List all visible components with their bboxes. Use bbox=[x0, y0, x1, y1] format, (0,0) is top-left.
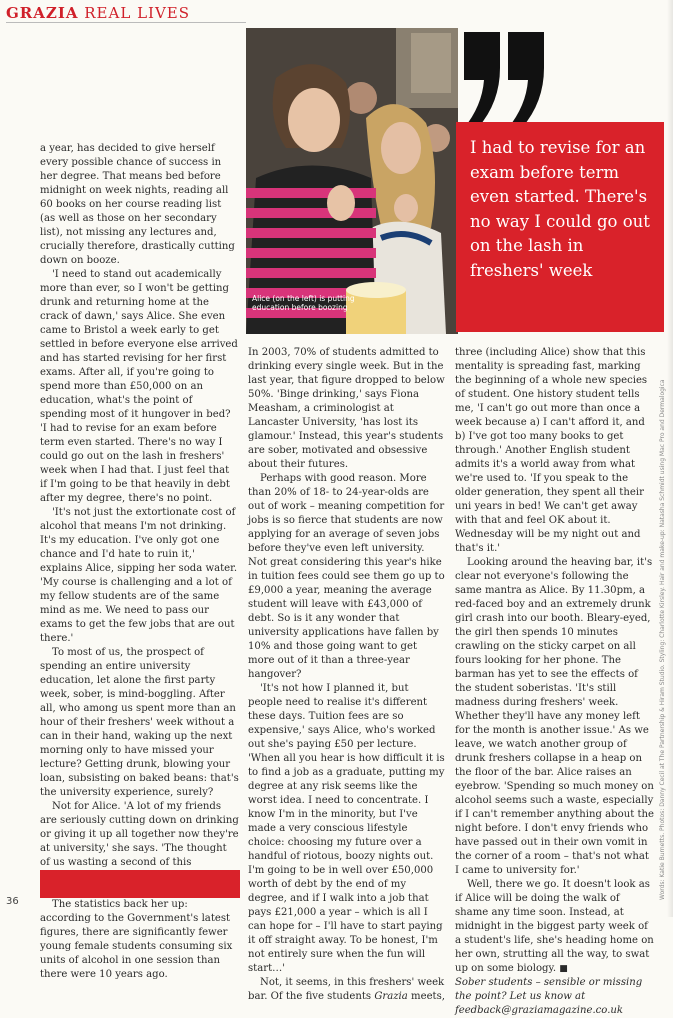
page-number: 36 bbox=[6, 896, 19, 907]
photo-caption: Alice (on the left) is putting education before boozing bbox=[252, 294, 355, 312]
magazine-brand: GRAZIA bbox=[6, 4, 79, 22]
article-column-2 bbox=[248, 346, 445, 1004]
paragraph-text: Not, it seems, in this freshers' week bar. Of the five students bbox=[248, 977, 445, 1002]
paragraph: The statistics back her up: according to the Government's latest figures, there are significantly fewer young female students consuming six units of alcohol in one session than there were 10 years ago. bbox=[40, 899, 233, 980]
article-column-3 bbox=[455, 346, 654, 1018]
paragraph: 'I need to stand out academically more than ever, so I won't be getting drunk and returning home at the crack of dawn,' says Alice. She even came to Bristol a week early to get settled in before everyone else arrived and has started revising for her first exams. After all, if you're going to spend more than £50,000 on an education, what's the point of spending most of it hungover in bed? 'I had to revise for an exam before term even started. There's no way I could go out on the lash in freshers' week when I had that. I just feel that if I'm going to be that heavily in debt after my degree, there's no point. bbox=[40, 269, 238, 504]
paragraph: To most of us, the prospect of spending an entire university education, let alone the first party week, sober, is mind-boggling. After all, who among us spent more than an hour of their freshers' week without a can in their hand, waking up the next morning only to have missed your lecture? Getting drunk, blowing your loan, subsisting on baked beans: that's the university experience, surely? bbox=[40, 647, 239, 798]
paragraph: 'It's not just the extortionate cost of alcohol that means I'm not drinking. It's my education. I've only got one chance and I'd hate to ruin it,' explains Alice, sipping her soda water. 'My course is challenging and a lot of my fellow students are of the same mind as me. We need to pass our exams to get the few jobs that are out there.' bbox=[40, 507, 238, 644]
paragraph: three (including Alice) show that this mentality is spreading fast, marking the beginning of a whole new species of student. One history student tells me, 'I can't go out more than once a week because a) I can't afford it, and b) I've got too many books to get through.' Another English student admits it's a world away from what we're used to. 'If you speak to the older generation, they spent all their uni years in bed! We can't get away with that and feel OK about it. Wednesday will be my night out and that's it.' bbox=[455, 347, 648, 554]
paragraph: Not for Alice. 'A lot of my friends are seriously cutting down on drinking or giving it up all together now they're at university,' she says. 'The thought of us wasting a second of this bbox=[40, 801, 239, 868]
reader-prompt: Sober students – sensible or missing the point? Let us know at feedback@graziamagazine.co.uk bbox=[455, 977, 643, 1016]
article-column-1 bbox=[40, 142, 239, 982]
paragraph-text: Well, there we go. It doesn't look as if Alice will be doing the walk of shame any time soon. Instead, at midnight in the biggest party week of a student's life, she's heading home on her own, strutting all the way, to swat up on some biology. bbox=[455, 879, 654, 974]
paragraph bbox=[455, 878, 654, 976]
photo-credits: Words: Katie Burnetts. Photos: Danny Cecil at The Partnership & Hiram Studio. Styling: Charlotte Kirsley. Hair and make-up: Natasha Schmidt using Mac Pro and Dermalogica bbox=[659, 379, 666, 900]
paragraph: Perhaps with good reason. More than 20% of 18- to 24-year-olds are out of work – meaning competition for jobs is so fierce that students are now applying for an average of seven jobs before they've even left university. Not great considering this year's hike in tuition fees could see them go up to £9,000 a year, meaning the average student will leave with £43,000 of debt. So is it any wonder that university applications have fallen by 10% and those going want to get more out of it than a three-year hangover? bbox=[248, 473, 445, 680]
paragraph: a year, has decided to give herself every possible chance of success in her degree. That means bed before midnight on week nights, reading all 60 books on her course reading list (as well as those on her secondary list), not missing any lectures and, crucially therefore, drastically cutting down on booze. bbox=[40, 143, 235, 266]
masthead bbox=[6, 4, 190, 22]
red-footer-bar bbox=[40, 870, 240, 898]
end-mark-icon: ■ bbox=[559, 964, 568, 974]
pull-quote-text: I had to revise for an exam before term even started. There's no way I could go out on the lash in freshers' week bbox=[470, 138, 650, 280]
paragraph: In 2003, 70% of students admitted to drinking every single week. But in the last year, that figure dropped to below 50%. 'Binge drinking,' says Fiona Measham, a criminologist at Lancaster University, 'has lost its glamour.' Instead, this year's students are sober, motivated and obsessive about their futures. bbox=[248, 347, 445, 470]
paragraph: Looking around the heaving bar, it's clear not everyone's following the same mantra as Alice. By 11.30pm, a red-faced boy and an extremely drunk girl crash into our booth. Bleary-eyed, the girl then spends 10 minutes crawling on the sticky carpet on all fours looking for her phone. The barman has yet to see the effects of the student soberistas. 'It's still madness during freshers' week. Whether they'll have any money left for the month is another issue.' As we leave, we watch another group of drunk freshers collapse in a heap on the floor of the bar. Alice raises an eyebrow. 'Spending so much money on alcohol seems such a waste, especially if I can't remember anything about the night before. I don't envy friends who have passed out in their own vomit in the corner of a room – that's not what I came to university for.' bbox=[455, 557, 654, 876]
paragraph bbox=[248, 976, 445, 1004]
photo-illustration bbox=[246, 28, 458, 334]
header-rule bbox=[6, 22, 246, 23]
article-photo bbox=[246, 28, 458, 334]
scan-edge-shadow bbox=[667, 0, 673, 917]
paragraph-text-end: meets, bbox=[407, 991, 445, 1002]
magazine-name-italic: Grazia bbox=[374, 991, 408, 1002]
paragraph: 'It's not how I planned it, but people need to realise it's different these days. Tuition fees are so expensive,' says Alice, who's worked out she's paying £50 per lecture. 'When all you hear is how difficult it is to find a job as a graduate, putting my degree at any risk seems like the worst idea. I need to concentrate. I know I'm in the minority, but I've made a very conscious lifestyle choice: choosing my future over a handful of riotous, boozy nights out. I'm going to be in well over £50,000 worth of debt by the end of my degree, and if I walk into a job that pays £21,000 a year – which is all I can hope for – I'll have to start paying it off straight away. To be honest, I'm not entirely sure when the fun will start…' bbox=[248, 683, 445, 974]
pull-quote bbox=[456, 122, 664, 332]
section-title: REAL LIVES bbox=[84, 4, 191, 22]
